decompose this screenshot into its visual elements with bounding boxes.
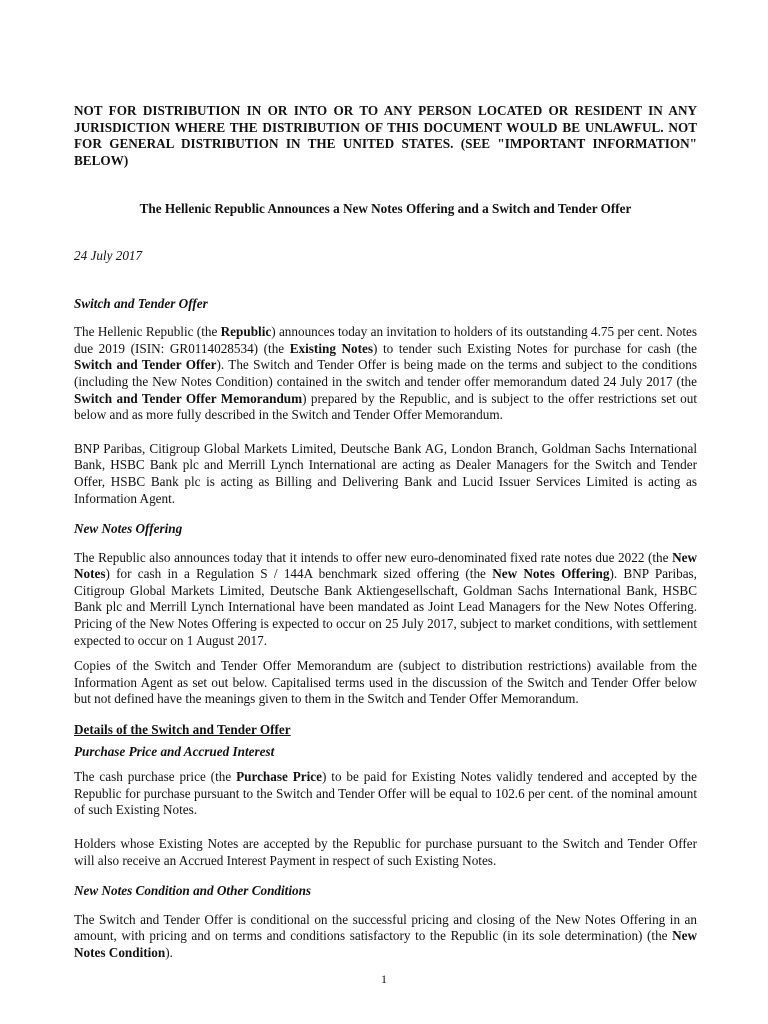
defined-term-existing-notes: Existing Notes [289,340,374,356]
defined-term-republic: Republic [220,324,272,340]
section-heading-new-notes: New Notes Offering [74,521,183,537]
defined-term-new-notes-condition: New Notes Condition [74,928,697,960]
announcement-headline: The Hellenic Republic Announces a New Notes Offering and a Switch and Tender Offer [139,201,632,217]
defined-term-new-notes-offering: New Notes Offering [492,566,610,582]
subheading-purchase-price: Purchase Price and Accrued Interest [74,743,275,759]
defined-term-switch-tender-offer: Switch and Tender Offer [74,357,217,373]
text-run: The Switch and Tender Offer is conditional on the successful pricing and closing of the New Notes Offering in an amount, with pricing and on terms and conditions satisfactory to the Republic (in its sole determination) (the [74,911,697,944]
text-run: The Hellenic Republic (the [74,324,221,340]
purchase-price-paragraph [74,769,697,819]
section-heading-switch-tender: Switch and Tender Offer [74,295,208,311]
switch-tender-paragraph-1 [74,324,697,424]
text-run: ) to tender such Existing Notes for purchase for cash (the [373,340,697,356]
text-run: ) announces today an invitation to holders of its outstanding 4.75 per cent. Notes due 2019 (ISIN: GR0114028534) (the [74,324,697,356]
text-run: ). [165,944,173,960]
text-run: ). BNP Paribas, Citigroup Global Markets Limited, Deutsche Bank Aktiengesellschaft, Goldman Sachs International Bank, HSBC Bank plc and Merrill Lynch International have been mandated as Joint Lead Managers for the New Notes Offering. Pricing of the New Notes Offering is expected to occur on 25 July 2017, subject to market conditions, with settlement expected to occur on 1 August 2017. [74,566,697,648]
switch-tender-paragraph-2: BNP Paribas, Citigroup Global Markets Limited, Deutsche Bank AG, London Branch, Goldman Sachs International Bank, HSBC Bank plc and Merrill Lynch International are acting as Dealer Managers for the Switch and Tender Offer, HSBC Bank plc is acting as Billing and Delivering Bank and Lucid Issuer Services Limited is acting as Information Agent. [74,440,697,506]
new-notes-condition-paragraph [74,912,697,962]
defined-term-new-notes: New Notes [74,549,697,582]
new-notes-paragraph-2: Copies of the Switch and Tender Offer Memorandum are (subject to distribution restrictions) available from the Information Agent as set out below. Capitalised terms used in the discussion of the Switch and Tender Offer below but not defined have the meanings given to them in the Switch and Tender Offer Memorandum. [74,658,697,707]
accrued-interest-paragraph: Holders whose Existing Notes are accepted by the Republic for purchase pursuant to the Switch and Tender Offer will also receive an Accrued Interest Payment in respect of such Existing Notes. [74,836,697,868]
text-run: ) prepared by the Republic, and is subject to the offer restrictions set out below and as more fully described in the Switch and Tender Offer Memorandum. [74,390,697,423]
distribution-disclaimer: NOT FOR DISTRIBUTION IN OR INTO OR TO ANY PERSON LOCATED OR RESIDENT IN ANY JURISDICTION WHERE THE DISTRIBUTION OF THIS DOCUMENT WOULD BE UNLAWFUL. NOT FOR GENERAL DISTRIBUTION IN THE UNITED STATES. (SEE "IMPORTANT INFORMATION" BELOW) [74,103,697,168]
announcement-date: 24 July 2017 [74,247,143,263]
text-run: ) to be paid for Existing Notes validly tendered and accepted by the Republic for purchase pursuant to the Switch and Tender Offer will be equal to 102.6 per cent. of the nominal amount of such Existing Notes. [74,769,697,818]
defined-term-purchase-price: Purchase Price [236,769,323,785]
text-run: The cash purchase price (the [74,769,237,785]
text-run: ). The Switch and Tender Offer is being made on the terms and subject to the conditions (including the New Notes Condition) contained in the switch and tender offer memorandum dated 24 July 2017 (the [74,357,697,389]
document-page [74,103,697,962]
new-notes-paragraph-1 [74,550,697,650]
section-heading-details: Details of the Switch and Tender Offer [74,722,291,738]
text-run: The Republic also announces today that it intends to offer new euro-denominated fixed rate notes due 2022 (the [74,549,673,565]
text-run: ) for cash in a Regulation S / 144A benchmark sized offering (the [105,566,493,582]
page-number: 1 [381,972,387,986]
defined-term-offer-memorandum: Switch and Tender Offer Memorandum [74,390,303,406]
subheading-new-notes-condition: New Notes Condition and Other Conditions [74,883,312,899]
